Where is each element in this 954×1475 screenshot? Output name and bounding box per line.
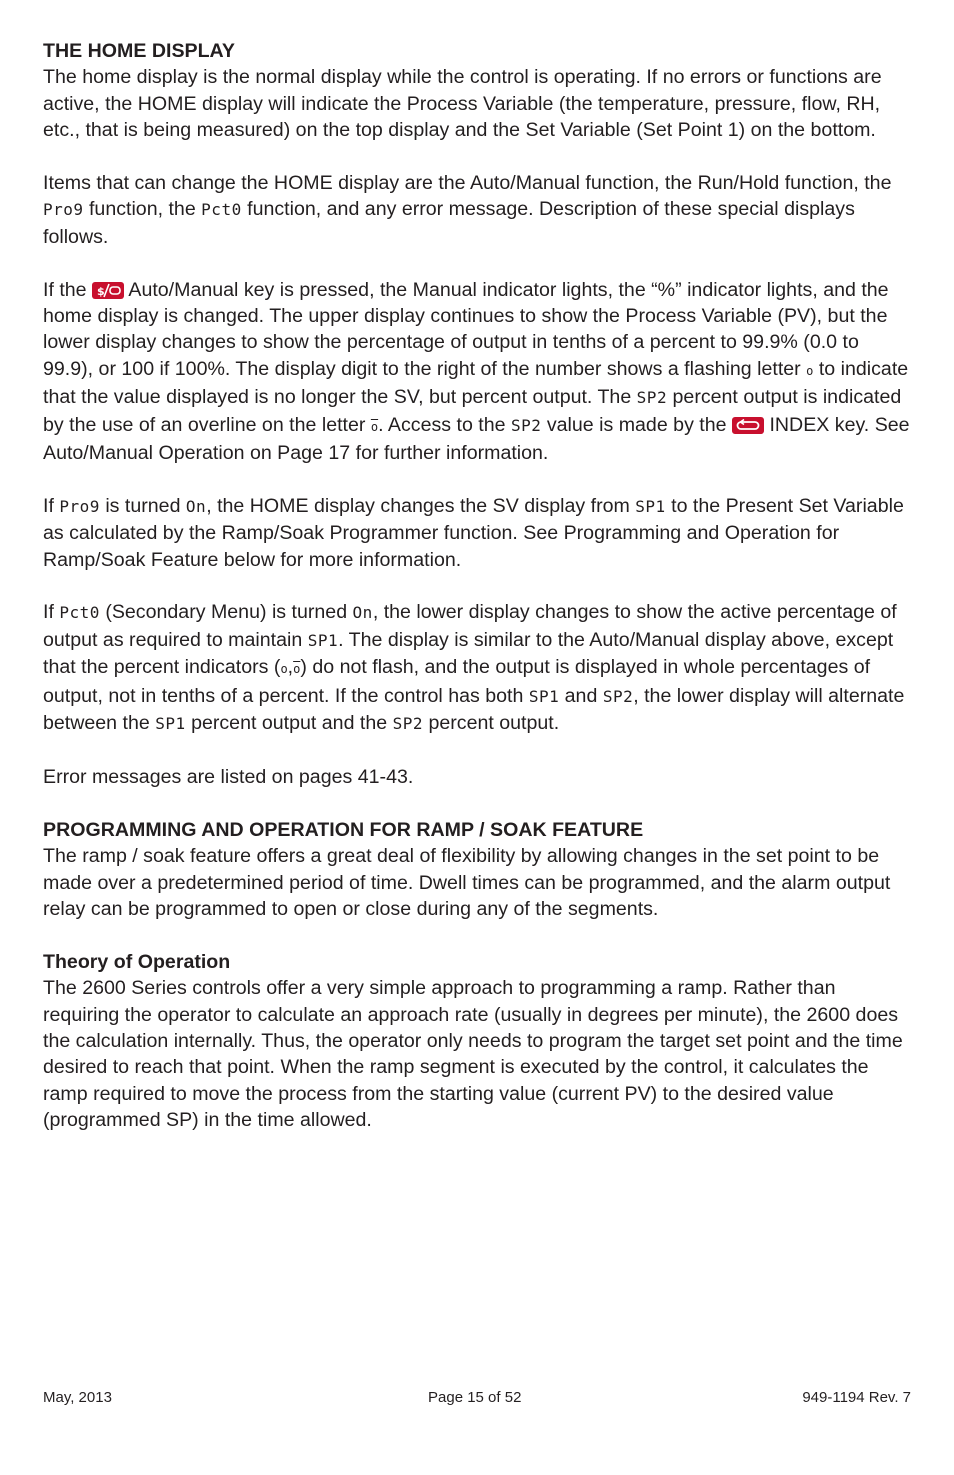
display-code: SP1 <box>307 630 339 650</box>
display-code: Pro9 <box>59 496 100 516</box>
footer-date: May, 2013 <box>43 1389 112 1406</box>
paragraph: If Pro9 is turned On, the HOME display changes the SV display from SP1 to the Present Set Variable as calculated by the Ramp/Soak Programmer function. See Programming and Operation for Ramp/Soak Feature below for more information. <box>43 494 904 571</box>
paragraph: Error messages are listed on pages 41-43. <box>43 765 414 788</box>
paragraph: If the $ Auto/Manual key is pressed, the Manual indicator lights, the “%” indicator lights, and the home display is changed. The upper display continues to show the Process Variable (PV), but the lower display changes to show the percentage of output in tenths of a percent to 99.9% (0.0 to 99.9), or 100 if 100%. The display digit to the right of the number shows a flashing letter o to indicate that the value displayed is no longer the SV, but percent output. The SP2 percent output is indicated by the use of an overline on the letter $\overline{o}$. Access to the SP2 value is made by the INDEX key. See Auto/Manual Operation on Page 17 for further information. <box>43 278 910 465</box>
display-code: SP1 <box>528 686 560 706</box>
display-code-overline: $\overline{o}$ <box>370 419 379 434</box>
display-code: Pro9 <box>43 200 84 220</box>
auto-manual-key-icon <box>92 282 124 299</box>
display-code-overline: $\overline{o}$ <box>293 662 301 677</box>
display-code: o <box>806 363 814 378</box>
paragraph: If Pct0 (Secondary Menu) is turned On, the lower display changes to show the active percentage of output as required to maintain SP1. The display is similar to the Auto/Manual display above, except that the percent indicators $(o,\overline{o})$ do not flash, and the output is displayed in whole percentages of output, not in tenths of a percent. If the control has both SP1 and SP2, the lower display will alternate between the SP1 percent output and the SP2 percent output. <box>43 601 905 735</box>
display-code: SP2 <box>636 388 668 408</box>
display-code: On <box>352 603 373 623</box>
display-code: SP2 <box>392 714 424 734</box>
footer-doc-number: 949-1194 Rev. 7 <box>802 1389 911 1406</box>
paragraph: The 2600 Series controls offer a very simple approach to programming a ramp. Rather than requiring the operator to calculate an approach rate (usually in degrees per minute), the 2600 does the calculation internally. Thus, the operator only needs to program the target set point and the time desired to reach that point. When the ramp segment is executed by the control, it calculates the ramp required to move the process from the starting value (current PV) to the desired value (programmed SP) in the time allowed. <box>43 977 903 1132</box>
display-code: Pct0 <box>201 200 242 220</box>
index-key-icon <box>732 417 764 434</box>
section-heading-home-display: THE HOME DISPLAY <box>43 40 235 62</box>
paragraph: Items that can change the HOME display are the Auto/Manual function, the Run/Hold function, the Pro9 function, the Pct0 function, and any error message. Description of these special displays follows. <box>43 172 892 248</box>
section-heading-theory: Theory of Operation <box>43 950 231 973</box>
paragraph: The ramp / soak feature offers a great deal of flexibility by allowing changes in the set point to be made over a predetermined period of time. Dwell times can be programmed, and the alarm output relay can be programmed to open or close during any of the segments. <box>43 845 891 920</box>
page-footer <box>43 1389 911 1411</box>
display-code: Pct0 <box>59 603 100 623</box>
section-heading-ramp-soak: PROGRAMMING AND OPERATION FOR RAMP / SOAK FEATURE <box>43 818 644 841</box>
display-code: SP2 <box>510 415 542 435</box>
svg-text:$: $ <box>97 284 105 298</box>
display-code: o <box>280 662 288 677</box>
display-code: SP2 <box>602 686 634 706</box>
document-body <box>43 38 911 1134</box>
footer-page-number: Page 15 of 52 <box>428 1389 522 1406</box>
display-code: SP1 <box>635 496 666 516</box>
display-code: SP1 <box>155 714 186 734</box>
display-code: On <box>185 496 207 516</box>
paragraph: The home display is the normal display while the control is operating. If no errors or functions are active, the HOME display will indicate the Process Variable (the temperature, pressure, flow, RH, etc., that is being measured) on the top display and the Set Variable (Set Point 1) on the bottom. <box>43 66 882 142</box>
